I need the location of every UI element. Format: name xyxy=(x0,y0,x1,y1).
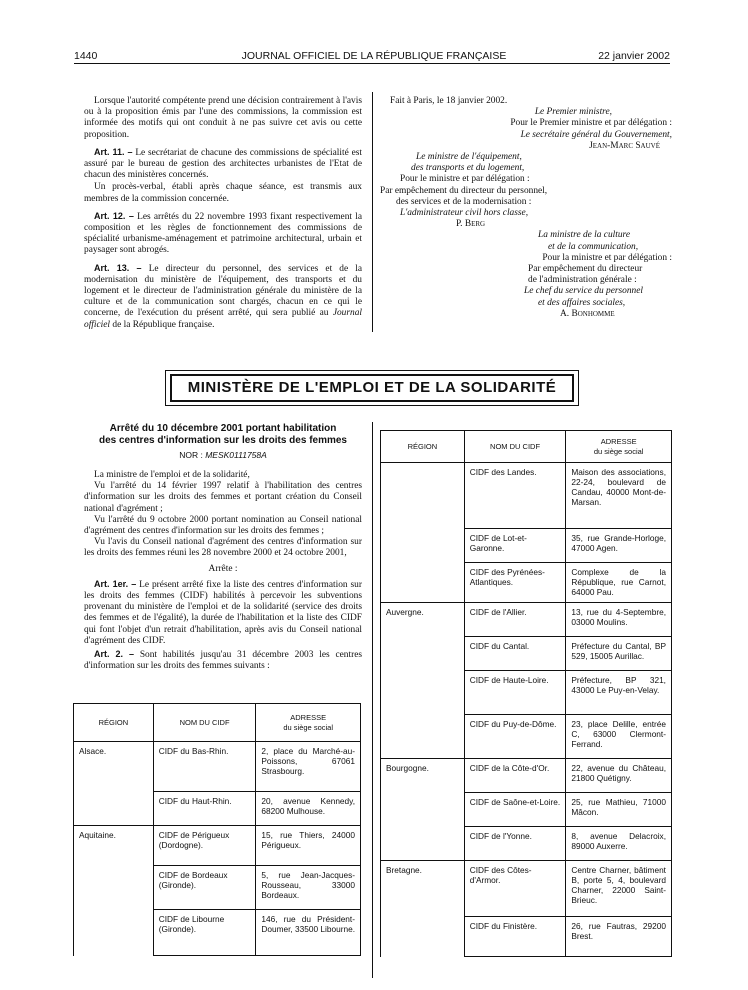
cidf-name-cell: CIDF des Côtes-d'Armor. xyxy=(464,861,566,917)
signatory-title: La ministre de la culture xyxy=(538,230,631,241)
page-number: 1440 xyxy=(74,50,98,62)
cidf-name-cell: CIDF de Lot-et-Garonne. xyxy=(464,529,566,563)
region-cell xyxy=(74,792,154,826)
table-row xyxy=(74,910,361,956)
table-row xyxy=(381,759,672,793)
table-row xyxy=(381,463,672,529)
article-label: Art. 13. – xyxy=(94,262,142,273)
delegation-line: Pour la ministre et par délégation : xyxy=(542,252,672,263)
address-cell: Préfecture, BP 321, 43000 Le Puy-en-Velay. xyxy=(566,671,672,715)
address-header-label: ADRESSE xyxy=(600,436,637,446)
cidf-name-cell: CIDF des Landes. xyxy=(464,463,566,529)
region-cell: Bretagne. xyxy=(381,861,465,917)
signatory-title: Le chef du service du personnel xyxy=(524,286,643,297)
cidf-name-cell: CIDF du Puy-de-Dôme. xyxy=(464,715,566,759)
journal-name: Journal officiel xyxy=(84,308,362,330)
address-cell: 26, rue Fautras, 29200 Brest. xyxy=(566,917,672,957)
signatory-title: Le ministre de l'équipement, xyxy=(416,152,522,163)
address-cell: 8, avenue Delacroix, 89000 Auxerre. xyxy=(566,827,672,861)
fait-a-paris: Fait à Paris, le 18 janvier 2002. xyxy=(390,96,508,106)
cidf-name-cell: CIDF du Cantal. xyxy=(464,637,566,671)
address-cell: 15, rue Thiers, 24000 Périgueux. xyxy=(256,826,361,866)
address-cell: 20, avenue Kennedy, 68200 Mulhouse. xyxy=(256,792,361,826)
region-cell xyxy=(381,715,465,759)
address-header-sub: du siège social xyxy=(283,722,333,732)
paragraph: Un procès-verbal, établi après chaque séance, est transmis aux membres de la commission concernée. xyxy=(84,182,362,204)
paragraph: Vu l'arrêté du 14 février 1997 relatif à l'habilitation des centres d'information sur les droits des femmes et portant création du Conseil national d'agrément ; xyxy=(84,481,362,514)
cidf-name-cell: CIDF de Bordeaux (Gironde). xyxy=(153,866,256,910)
region-cell xyxy=(381,529,465,563)
address-cell: Complexe de la République, rue Carnot, 64000 Pau. xyxy=(566,563,672,603)
address-cell: 22, avenue du Château, 21800 Quétigny. xyxy=(566,759,672,793)
signatory-title: et des affaires sociales, xyxy=(538,297,626,308)
paragraph: La ministre de l'emploi et de la solidarité, xyxy=(94,470,250,480)
paragraph: Vu l'arrêté du 9 octobre 2000 portant nomination au Conseil national d'agrément des centres d'information sur les droits des femmes ; xyxy=(84,514,362,537)
delegation-line: de l'administration générale : xyxy=(528,275,637,286)
cidf-name-cell: CIDF du Haut-Rhin. xyxy=(153,792,256,826)
region-cell xyxy=(381,563,465,603)
table-row xyxy=(381,793,672,827)
arrete-column xyxy=(84,423,362,678)
signatory-title: Le Premier ministre, xyxy=(534,107,612,118)
cidf-table-right xyxy=(380,430,672,957)
cidf-name-cell: CIDF des Pyrénées-Atlantiques. xyxy=(464,563,566,603)
table-row xyxy=(381,563,672,603)
journal-title: JOURNAL OFFICIEL DE LA RÉPUBLIQUE FRANÇAISE xyxy=(241,50,507,62)
column-divider xyxy=(372,92,373,332)
table-row xyxy=(74,792,361,826)
signatory-title: et de la communication, xyxy=(548,241,639,252)
cidf-table-left xyxy=(73,703,361,956)
signatures-block xyxy=(380,96,672,320)
address-cell: 2, place du Marché-au-Poissons, 67061 Strasbourg. xyxy=(256,742,361,792)
table-row xyxy=(74,742,361,792)
article-text: Le secrétariat de chacune des commissions de spécialité est assuré par le bureau de gestion des architectes urbanistes de l'Etat de chacun des ministères concernés. xyxy=(84,147,362,181)
address-cell: 5, rue Jean-Jacques-Rousseau, 33000 Bordeaux. xyxy=(256,866,361,910)
article-text-end: de la République française. xyxy=(112,319,215,330)
article-text: Sont habilités jusqu'au 31 décembre 2003 les centres d'information sur les droits des femmes suivants : xyxy=(84,650,363,672)
address-cell: 23, place Delille, entrée C, 63000 Clermont-Ferrand. xyxy=(566,715,672,759)
delegation-line: Par empêchement du directeur xyxy=(528,264,643,275)
address-cell: Préfecture du Cantal, BP 529, 15005 Aurillac. xyxy=(566,637,672,671)
region-cell xyxy=(381,637,465,671)
delegation-line: Pour le Premier ministre et par délégation : xyxy=(510,118,672,129)
article-text: Le directeur du personnel, des services et de la modernisation du ministère de l'équipement, des transports et du logement et le directeur de l'administration générale du ministère de la culture et de la communication sont chargés, chacun en ce qui le concerne, de l'exécution du présent arrêté, qui sera publié au xyxy=(84,263,363,319)
table-row xyxy=(381,715,672,759)
region-cell: Bourgogne. xyxy=(381,759,465,793)
cidf-name-cell: CIDF de l'Allier. xyxy=(464,603,566,637)
address-cell: Centre Charner, bâtiment B, porte 5, 4, boulevard Charner, 22000 Saint-Brieuc. xyxy=(566,861,672,917)
address-cell: 25, rue Mathieu, 71000 Mâcon. xyxy=(566,793,672,827)
signatory-title: L'administrateur civil hors classe, xyxy=(400,208,529,219)
signatory-name: A. Bonhomme xyxy=(560,308,615,319)
region-cell: Alsace. xyxy=(74,742,154,792)
signatory-name: P. Berg xyxy=(456,219,486,230)
article-11 xyxy=(84,147,362,182)
article-text: Les arrêtés du 22 novembre 1993 fixant respectivement la composition et les règles de fonctionnement des commissions de spécialité urbanisme-aménagement et patrimoine architectural, urbain et paysager sont abrogés. xyxy=(84,211,363,256)
cidf-name-cell: CIDF du Finistère. xyxy=(464,917,566,957)
signatory-name: Jean-Marc Sauvé xyxy=(589,140,660,151)
table-row xyxy=(381,917,672,957)
column-header-name: NOM DU CIDF xyxy=(464,431,566,463)
delegation-line: des services et de la modernisation : xyxy=(396,196,532,207)
paragraph: Lorsque l'autorité compétente prend une décision contrairement à l'avis ou à la proposition émis par l'une des commissions, la commission est informée des motifs qui ont conduit à ne pas suivre cet avis ou cette proposition. xyxy=(84,96,362,140)
region-cell xyxy=(381,793,465,827)
article-label: Art. 11. – xyxy=(94,146,133,157)
table-row xyxy=(74,866,361,910)
region-cell: Auvergne. xyxy=(381,603,465,637)
address-cell: 35, rue Grande-Horloge, 47000 Agen. xyxy=(566,529,672,563)
cidf-name-cell: CIDF de Saône-et-Loire. xyxy=(464,793,566,827)
region-cell xyxy=(381,463,465,529)
article-label: Art. 12. – xyxy=(94,210,134,221)
header-rule xyxy=(74,63,670,64)
paragraph: Vu l'avis du Conseil national d'agrément des centres d'information sur les droits des femmes réuni les 28 novembre 2000 et 24 octobre 2001, xyxy=(84,537,362,559)
article-12 xyxy=(84,211,362,257)
table-row xyxy=(381,637,672,671)
address-cell: 13, rue du 4-Septembre, 03000 Moulins. xyxy=(566,603,672,637)
region-cell: Aquitaine. xyxy=(74,826,154,866)
address-header-sub: du siège social xyxy=(593,446,644,456)
article-label: Art. 2. – xyxy=(94,649,134,660)
address-cell: 146, rue du Président-Doumer, 33500 Libourne. xyxy=(256,910,361,956)
region-cell xyxy=(381,827,465,861)
column-divider xyxy=(372,422,373,978)
table-row xyxy=(381,603,672,637)
region-cell xyxy=(74,866,154,910)
table-row xyxy=(74,826,361,866)
header-date: 22 janvier 2002 xyxy=(598,50,670,62)
nor-reference xyxy=(84,450,362,460)
article-13 xyxy=(84,263,362,331)
table-row xyxy=(381,671,672,715)
cidf-name-cell: CIDF de l'Yonne. xyxy=(464,827,566,861)
table-row xyxy=(381,529,672,563)
region-cell xyxy=(381,917,465,957)
address-cell: Maison des associations, 22-24, boulevard de Candau, 40000 Mont-de-Marsan. xyxy=(566,463,672,529)
column-header-address xyxy=(566,431,672,463)
cidf-name-cell: CIDF de Haute-Loire. xyxy=(464,671,566,715)
nor-code: MESK0111758A xyxy=(205,450,267,460)
ministry-banner: MINISTÈRE DE L'EMPLOI ET DE LA SOLIDARITÉ xyxy=(170,374,574,402)
nor-label: NOR : xyxy=(179,450,203,460)
delegation-line: Par empêchement du directeur du personnel, xyxy=(380,185,548,196)
cidf-name-cell: CIDF de Périgueux (Dordogne). xyxy=(153,826,256,866)
column-header-region: RÉGION xyxy=(381,431,465,463)
top-left-column xyxy=(84,96,362,337)
cidf-name-cell: CIDF de la Côte-d'Or. xyxy=(464,759,566,793)
signatory-title: des transports et du logement, xyxy=(411,163,525,174)
article-2 xyxy=(84,649,362,672)
article-label: Art. 1er. – xyxy=(94,578,137,589)
arrete-word: Arrête : xyxy=(208,563,238,574)
article-1 xyxy=(84,579,362,647)
table-row xyxy=(381,861,672,917)
address-header-label: ADRESSE xyxy=(290,712,327,722)
column-header-name: NOM DU CIDF xyxy=(153,704,256,742)
arrete-title: des centres d'information sur les droits des femmes xyxy=(98,435,347,446)
signatory-title: Le secrétaire général du Gouvernement, xyxy=(520,129,672,140)
delegation-line: Pour le ministre et par délégation : xyxy=(400,174,530,185)
region-cell xyxy=(74,910,154,956)
article-text: Le présent arrêté fixe la liste des centres d'information sur les droits des femmes (CIDF) habilités à percevoir les subventions provenant du ministère de l'emploi et de la solidarité (service des droits des femmes et de l'égalité), la durée de l'habilitation et la liste des CIDF qui font l'objet d'un retrait d'habilitation, après avis du Conseil national d'agrément des CIDF. xyxy=(84,579,362,646)
column-header-region: RÉGION xyxy=(74,704,154,742)
column-header-address xyxy=(256,704,361,742)
cidf-name-cell: CIDF de Libourne (Gironde). xyxy=(153,910,256,956)
cidf-name-cell: CIDF du Bas-Rhin. xyxy=(153,742,256,792)
region-cell xyxy=(381,671,465,715)
arrete-title: Arrêté du 10 décembre 2001 portant habilitation xyxy=(109,423,337,434)
table-row xyxy=(381,827,672,861)
